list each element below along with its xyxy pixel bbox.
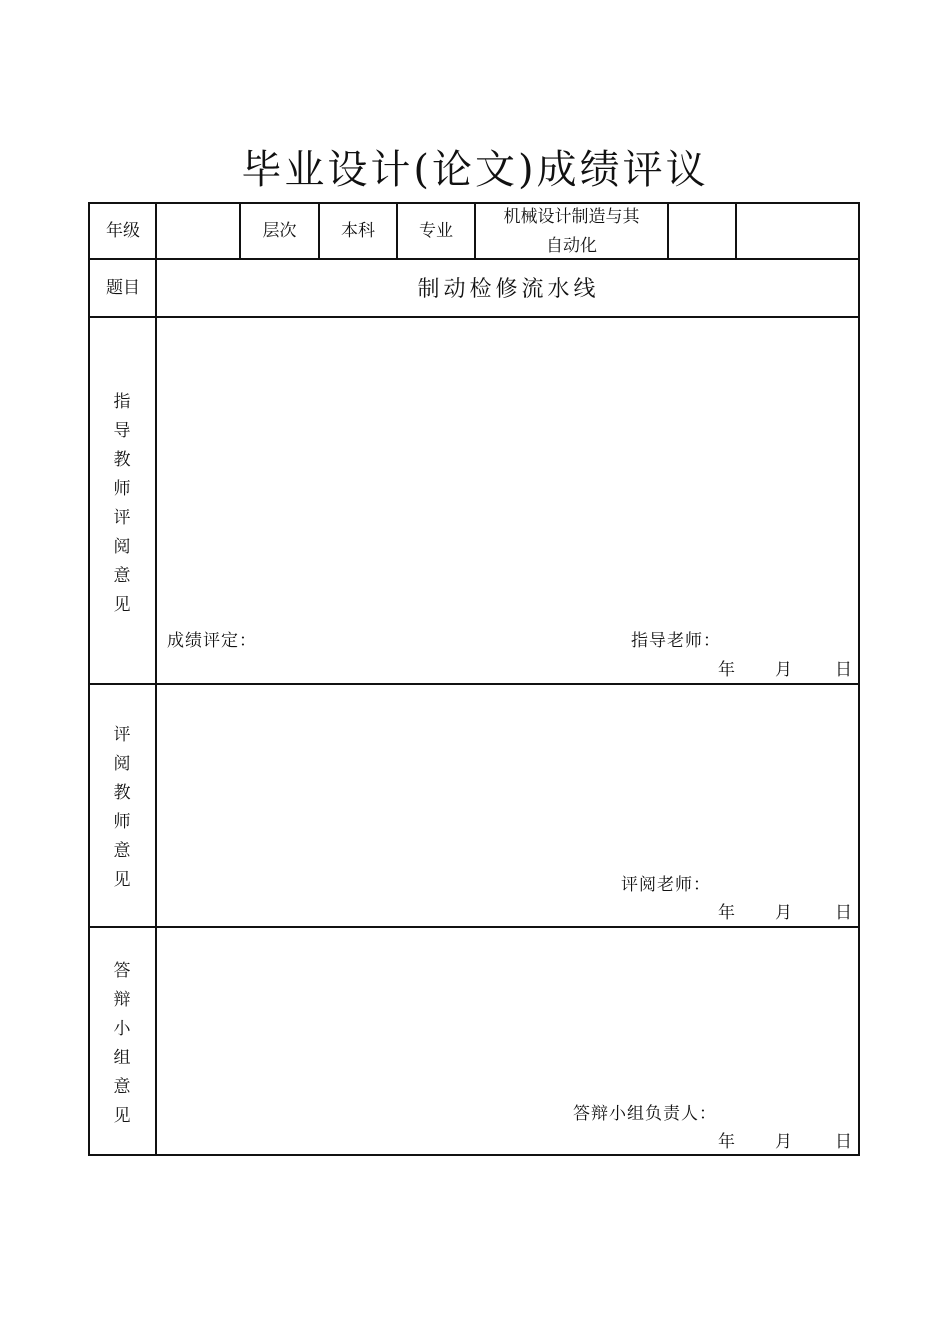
reviewer-label-char: 师	[113, 812, 131, 832]
header-col-divider-6	[735, 202, 737, 260]
defense-label-char: 辩	[113, 990, 131, 1010]
header-col-divider-5	[667, 202, 669, 260]
advisor-label-char: 评	[113, 508, 131, 528]
row-divider-topic	[88, 316, 860, 318]
page-title: 毕业设计(论文)成绩评议	[241, 147, 709, 193]
advisor-label-char: 指	[113, 392, 131, 412]
advisor-grade-label: 成绩评定：	[167, 631, 257, 651]
advisor-date-day: 日	[835, 660, 853, 680]
reviewer-date-month: 月	[775, 903, 793, 923]
topic-label: 题目	[106, 278, 140, 298]
reviewer-section-label	[88, 721, 156, 895]
defense-date-month: 月	[775, 1132, 793, 1152]
major-label: 专业	[419, 221, 453, 241]
reviewer-label-char: 阅	[113, 754, 131, 774]
advisor-date-month: 月	[775, 660, 793, 680]
row-divider-reviewer	[88, 926, 860, 928]
major-value-line2[interactable]: 自动化	[546, 236, 597, 256]
defense-date-year: 年	[718, 1132, 736, 1152]
defense-label-char: 答	[113, 961, 131, 981]
reviewer-label-char: 评	[113, 725, 131, 745]
reviewer-date-year: 年	[718, 903, 736, 923]
grade-label: 年级	[106, 221, 140, 241]
row-divider-advisor	[88, 683, 860, 685]
level-label: 层次	[262, 221, 297, 241]
advisor-signer-label: 指导老师：	[631, 631, 721, 651]
defense-section-label	[88, 957, 156, 1131]
defense-label-char: 见	[113, 1106, 131, 1126]
reviewer-label-char: 意	[113, 841, 131, 861]
defense-signer-label: 答辩小组负责人：	[573, 1104, 717, 1124]
advisor-label-char: 师	[113, 479, 131, 499]
advisor-section-label	[88, 388, 156, 620]
advisor-label-char: 阅	[113, 537, 131, 557]
defense-label-char: 小	[113, 1019, 131, 1039]
advisor-label-char: 意	[113, 566, 131, 586]
reviewer-label-char: 教	[113, 783, 131, 803]
defense-date-day: 日	[835, 1132, 853, 1152]
topic-value[interactable]: 制动检修流水线	[417, 277, 600, 302]
reviewer-label-char: 见	[113, 870, 131, 890]
reviewer-date-day: 日	[835, 903, 853, 923]
advisor-label-char: 见	[113, 595, 131, 615]
defense-label-char: 组	[113, 1048, 131, 1068]
advisor-label-char: 教	[113, 450, 131, 470]
major-value-line1[interactable]: 机械设计制造与其	[503, 207, 640, 227]
reviewer-signer-label: 评阅老师：	[621, 875, 711, 895]
advisor-date-year: 年	[718, 660, 736, 680]
level-value[interactable]: 本科	[341, 221, 375, 241]
evaluation-table	[88, 202, 860, 1156]
advisor-label-char: 导	[113, 421, 131, 441]
defense-label-char: 意	[113, 1077, 131, 1097]
